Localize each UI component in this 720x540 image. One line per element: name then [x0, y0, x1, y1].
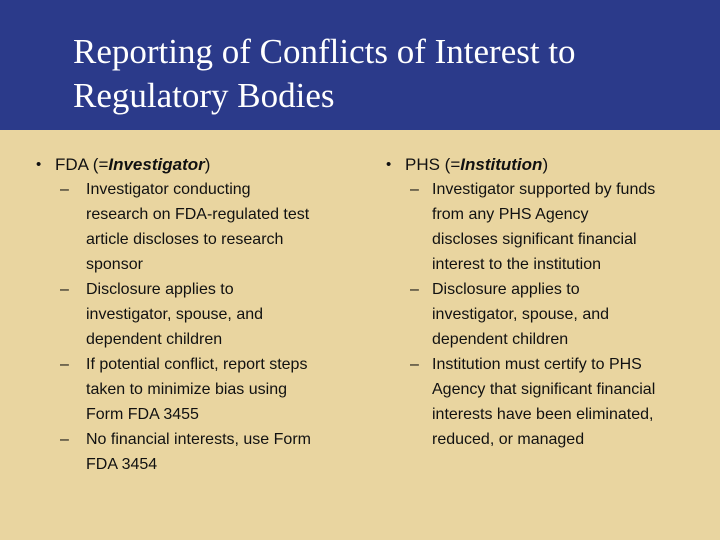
- dash-icon: –: [410, 356, 419, 373]
- dash-icon: –: [60, 281, 69, 298]
- bullet-dot-icon: •: [36, 156, 42, 173]
- fda-subpoint: [36, 177, 366, 277]
- phs-column: [386, 152, 716, 452]
- slide-title-line-2: Regulatory Bodies: [73, 76, 335, 115]
- fda-bullet-suffix: ): [204, 155, 211, 174]
- phs-subpoint: [386, 352, 716, 452]
- phs-subpoint: [386, 177, 716, 277]
- dash-icon: –: [410, 181, 419, 198]
- bullet-dot-icon: •: [386, 156, 392, 173]
- fda-column: [36, 152, 366, 477]
- dash-icon: –: [60, 431, 69, 448]
- fda-subpoints: [36, 177, 366, 477]
- fda-bullet-prefix: FDA (=: [55, 155, 109, 174]
- fda-subpoint-text: No financial interests, use Form FDA 3454: [86, 431, 311, 473]
- phs-subpoint-text: Investigator supported by funds from any PHS Agency discloses significant financial interest to the institution: [432, 181, 656, 273]
- phs-subpoint: [386, 277, 716, 352]
- fda-subpoint: [36, 427, 366, 477]
- phs-bullet: [386, 152, 716, 177]
- phs-bullet-prefix: PHS (=: [405, 155, 461, 174]
- slide-title-line-1: Reporting of Conflicts of Interest to: [73, 32, 576, 71]
- fda-subpoint-text: If potential conflict, report steps taken to minimize bias using Form FDA 3455: [86, 356, 308, 423]
- phs-bullet-emphasis: Institution: [460, 155, 543, 174]
- phs-subpoint-text: Institution must certify to PHS Agency that significant financial interests have been eliminated, reduced, or managed: [432, 356, 656, 448]
- phs-subpoint-text: Disclosure applies to investigator, spouse, and dependent children: [432, 281, 610, 348]
- dash-icon: –: [60, 181, 69, 198]
- fda-subpoint: [36, 277, 366, 352]
- phs-bullet-suffix: ): [542, 155, 549, 174]
- title-banner: [0, 0, 720, 130]
- dash-icon: –: [60, 356, 69, 373]
- slide-title: [73, 30, 713, 118]
- fda-subpoint: [36, 352, 366, 427]
- fda-bullet: [36, 152, 366, 177]
- phs-subpoints: [386, 177, 716, 452]
- fda-subpoint-text: Investigator conducting research on FDA-regulated test article discloses to research sponsor: [86, 181, 310, 273]
- fda-subpoint-text: Disclosure applies to investigator, spouse, and dependent children: [86, 281, 264, 348]
- fda-bullet-emphasis: Investigator: [108, 155, 205, 174]
- dash-icon: –: [410, 281, 419, 298]
